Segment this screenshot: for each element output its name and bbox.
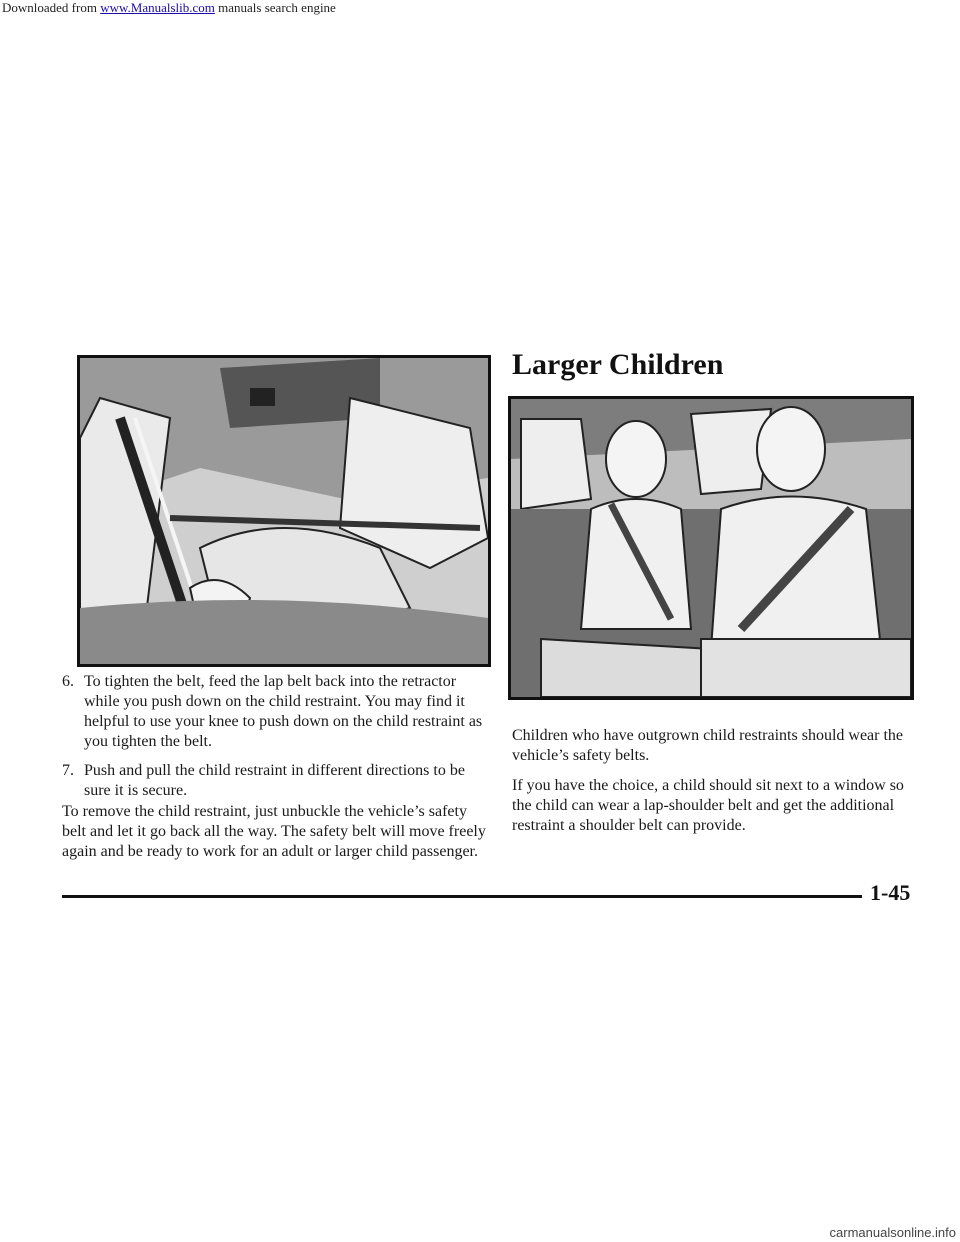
download-header [2, 0, 336, 16]
outgrown-paragraph: Children who have outgrown child restraints should wear the vehicle’s safety belts. [512, 727, 904, 764]
step-number: 7. [62, 762, 74, 779]
manualslib-link[interactable]: www.Manualslib.com [100, 0, 215, 15]
footer-rule [62, 895, 862, 898]
step-number: 6. [62, 673, 74, 690]
remove-restraint-paragraph: To remove the child restraint, just unbuckle the vehicle’s safety belt and let it go back all the way. The safety belt will move freely again and be ready to work for an adult or larger child passenger. [62, 803, 486, 860]
watermark: carmanualsonline.info [829, 1225, 956, 1240]
header-suffix: manuals search engine [214, 0, 336, 15]
step-7 [62, 761, 492, 801]
window-seat-paragraph: If you have the choice, a child should sit next to a window so the child can wear a lap-shoulder belt and get the additional restraint a shoulder belt can provide. [512, 777, 904, 834]
header-prefix: Downloaded from [2, 0, 101, 15]
step-text: To tighten the belt, feed the lap belt back into the retractor while you push down on the child restraint. You may find it helpful to use your knee to push down on the child restraint as you tighten the belt. [84, 673, 483, 750]
page-number: 1-45 [870, 880, 911, 905]
larger-children-illustration [508, 396, 914, 700]
section-title: Larger Children [512, 348, 724, 381]
instruction-steps [62, 672, 492, 810]
belt-tightening-illustration [77, 355, 491, 667]
step-text: Push and pull the child restraint in different directions to be sure it is secure. [84, 762, 465, 799]
step-6 [62, 672, 492, 752]
